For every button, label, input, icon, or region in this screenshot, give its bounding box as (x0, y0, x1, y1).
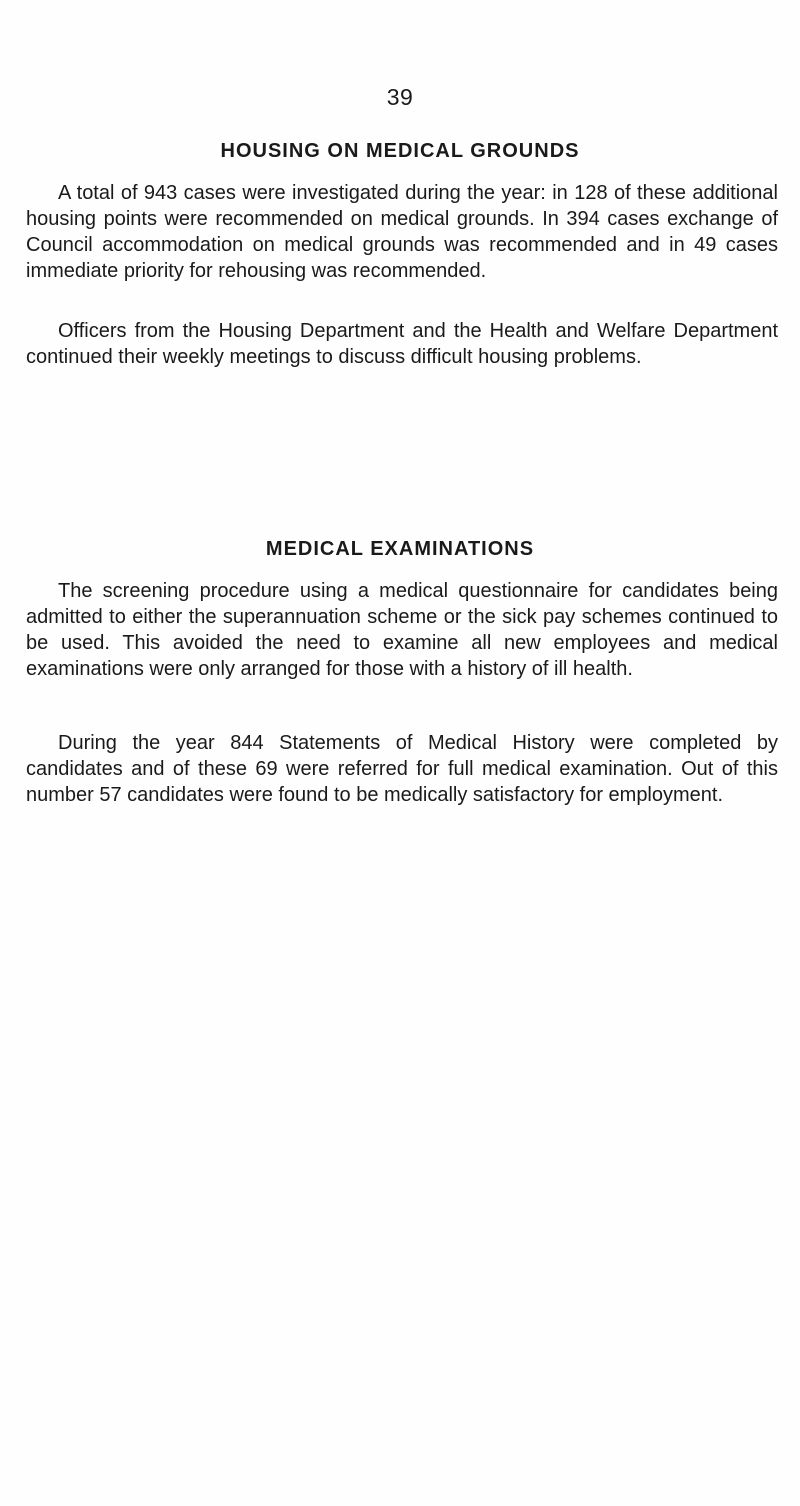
paragraph-medical-statements: During the year 844 Statements of Medical History were completed by candidates and of these 69 were referred for full medical examination. Out of this number 57 candidates were found to be medically satisfactory for employment. (26, 732, 778, 806)
paragraph-screening-procedure: The screening procedure using a medical questionnaire for candidates being admitted to either the superannuation scheme or the sick pay schemes continued to be used. This avoided the need to examine all new employees and medical examinations were only arranged for those with a history of ill health. (26, 580, 778, 680)
section-heading-housing: HOUSING ON MEDICAL GROUNDS (220, 140, 580, 162)
section-heading-medical-examinations: MEDICAL EXAMINATIONS (265, 538, 535, 560)
page-number: 39 (386, 84, 414, 110)
paragraph-housing-meetings: Officers from the Housing Department and the Health and Welfare Department continued their weekly meetings to discuss difficult housing problems. (26, 320, 778, 368)
paragraph-housing-cases: A total of 943 cases were investigated during the year: in 128 of these additional housing points were recommended on medical grounds. In 394 cases exchange of Council accommodation on medical grounds was recommended and in 49 cases immediate priority for rehousing was recommended. (26, 182, 778, 282)
